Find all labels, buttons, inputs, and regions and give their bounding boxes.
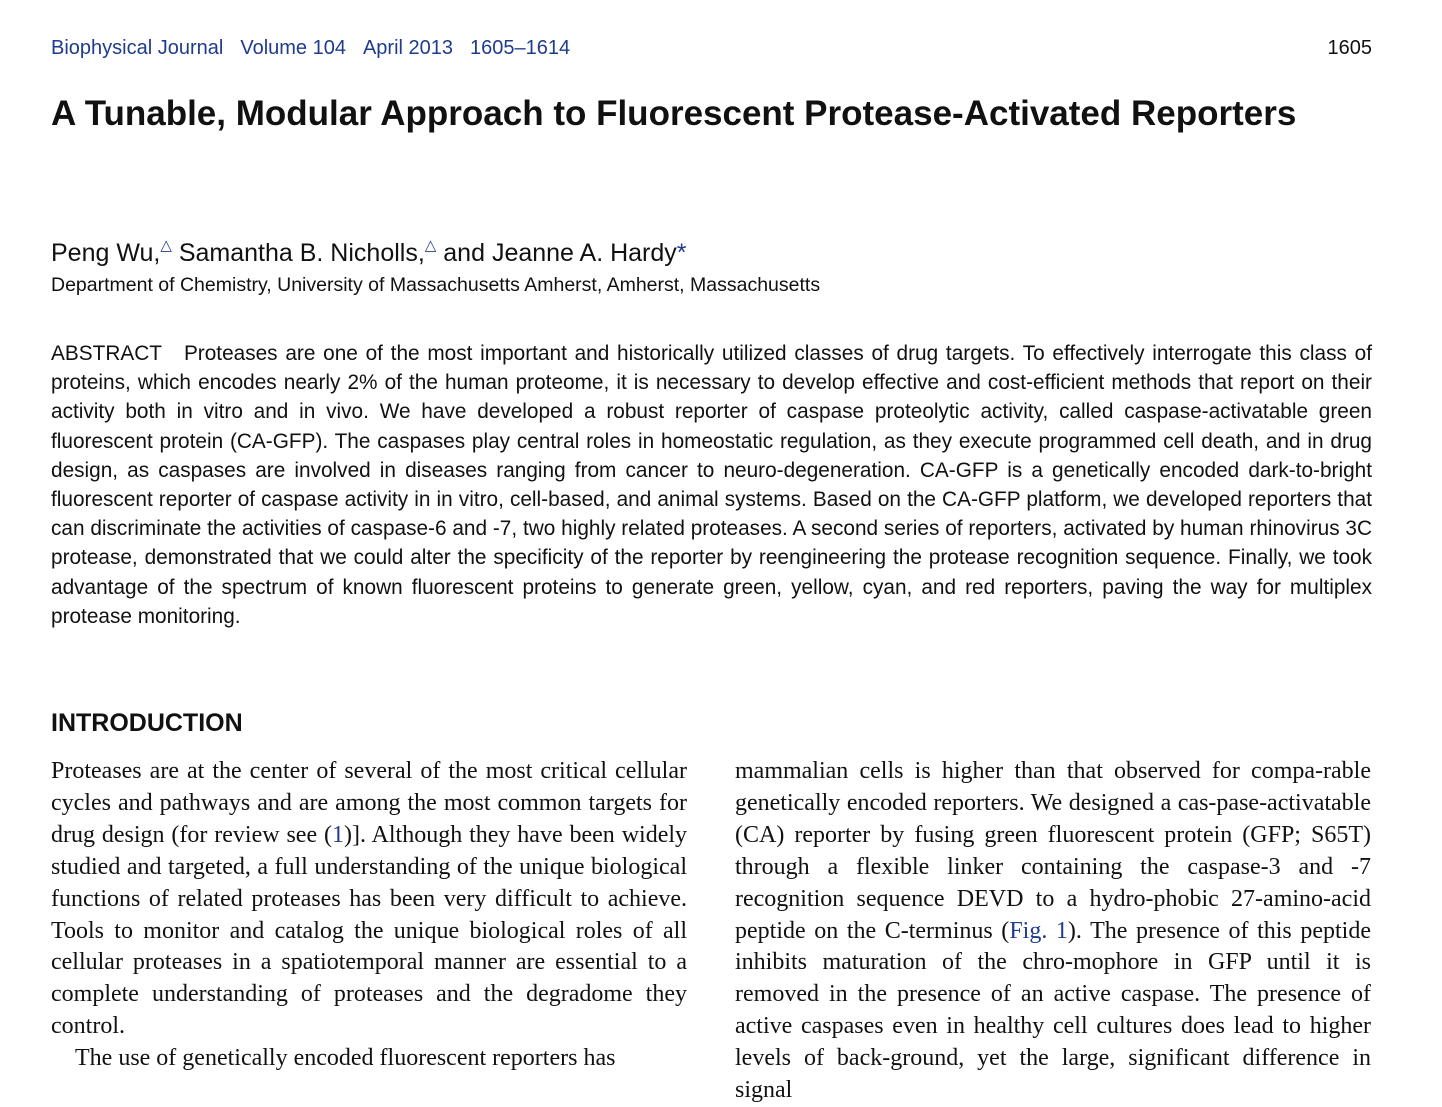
author-list [51, 237, 1351, 269]
article-title: A Tunable, Modular Approach to Fluorescent Protease-Activated Reporters [51, 94, 1297, 133]
journal-citation [51, 34, 587, 62]
abstract-text: Proteases are one of the most important and historically utilized classes of drug targets. To effectively interrogate this class of proteins, which encodes nearly 2% of the human proteome, it is necessary to develop effective and cost-efficient methods that report on their activity both in vitro and in vivo. We have developed a robust reporter of caspase proteolytic activity, called caspase-activatable green fluorescent protein (CA-GFP). The caspases play central roles in homeostatic regulation, as they execute programmed cell death, and in drug design, as caspases are involved in diseases ranging from cancer to neuro-degeneration. CA-GFP is a genetically encoded dark-to-bright fluorescent reporter of caspase activity in in vitro, cell-based, and animal systems. Based on the CA-GFP platform, we developed reporters that can discriminate the activities of caspase-6 and -7, two highly related proteases. A second series of reporters, activated by human rhinovirus 3C protease, demonstrated that we could alter the specificity of the reporter by reengineering the protease recognition sequence. Finally, we took advantage of the spectrum of known fluorescent proteins to generate green, yellow, cyan, and red reporters, paving the way for multiplex protease monitoring. [51, 342, 1372, 628]
paragraph-text: ). The presence of this peptide inhibits maturation of the chro-mophore in GFP until it is removed in the presence of an active caspase. The presence of active caspases even in healthy cell cultures does lead to higher levels of back-ground, yet the large, significant difference in signal [735, 917, 1371, 1104]
paragraph-text: Proteases are at the center of several of the most critical cellular cycles and pathways and are among the most common targets for drug design (for review see ( [51, 758, 687, 848]
running-header [51, 34, 1372, 64]
author-name: Samantha B. Nicholls, [178, 239, 425, 267]
reference-link[interactable]: 1 [332, 821, 344, 848]
equal-contribution-mark: △ [424, 237, 437, 254]
abstract-label: ABSTRACT [51, 342, 162, 365]
equal-contribution-mark: △ [160, 237, 172, 254]
journal-date: April 2013 [362, 37, 454, 59]
journal-name: Biophysical Journal [51, 37, 224, 59]
page-number: 1605 [1327, 37, 1372, 59]
body-column-left [51, 756, 687, 1075]
section-heading-introduction: INTRODUCTION [51, 709, 243, 737]
affiliation: Department of Chemistry, University of Massachusetts Amherst, Amherst, Massachusetts [51, 274, 821, 296]
paragraph: The use of genetically encoded fluorescent reporters has [75, 1045, 616, 1072]
journal-volume: Volume 104 [240, 37, 346, 59]
figure-link[interactable]: Fig. 1 [1009, 917, 1068, 944]
paragraph [735, 756, 1371, 1107]
corresponding-author-mark: * [676, 239, 687, 267]
author-name: Peng Wu, [51, 239, 161, 267]
paragraph [51, 756, 687, 1043]
paragraph-text: mammalian cells is higher than that observed for compa-rable genetically encoded reporters. We designed a cas-pase-activatable (CA) reporter by fusing green fluorescent protein (GFP; S65T) through a flexible linker containing the caspase-3 and -7 recognition sequence DEVD to a hydro-phobic 27-amino-acid peptide on the C-terminus ( [735, 758, 1371, 944]
author-name: and Jeanne A. Hardy [443, 239, 677, 267]
body-column-right [735, 756, 1371, 1107]
journal-pages: 1605–1614 [470, 37, 571, 59]
paragraph-text: )]. Although they have been widely studied and targeted, a full understanding of the unique biological functions of related proteases has been very difficult to achieve. Tools to monitor and catalog the unique biological roles of all cellular proteases in a spatiotemporal manner are essential to a complete understanding of proteases and the degradome they control. [51, 821, 688, 1040]
abstract [51, 339, 1372, 631]
